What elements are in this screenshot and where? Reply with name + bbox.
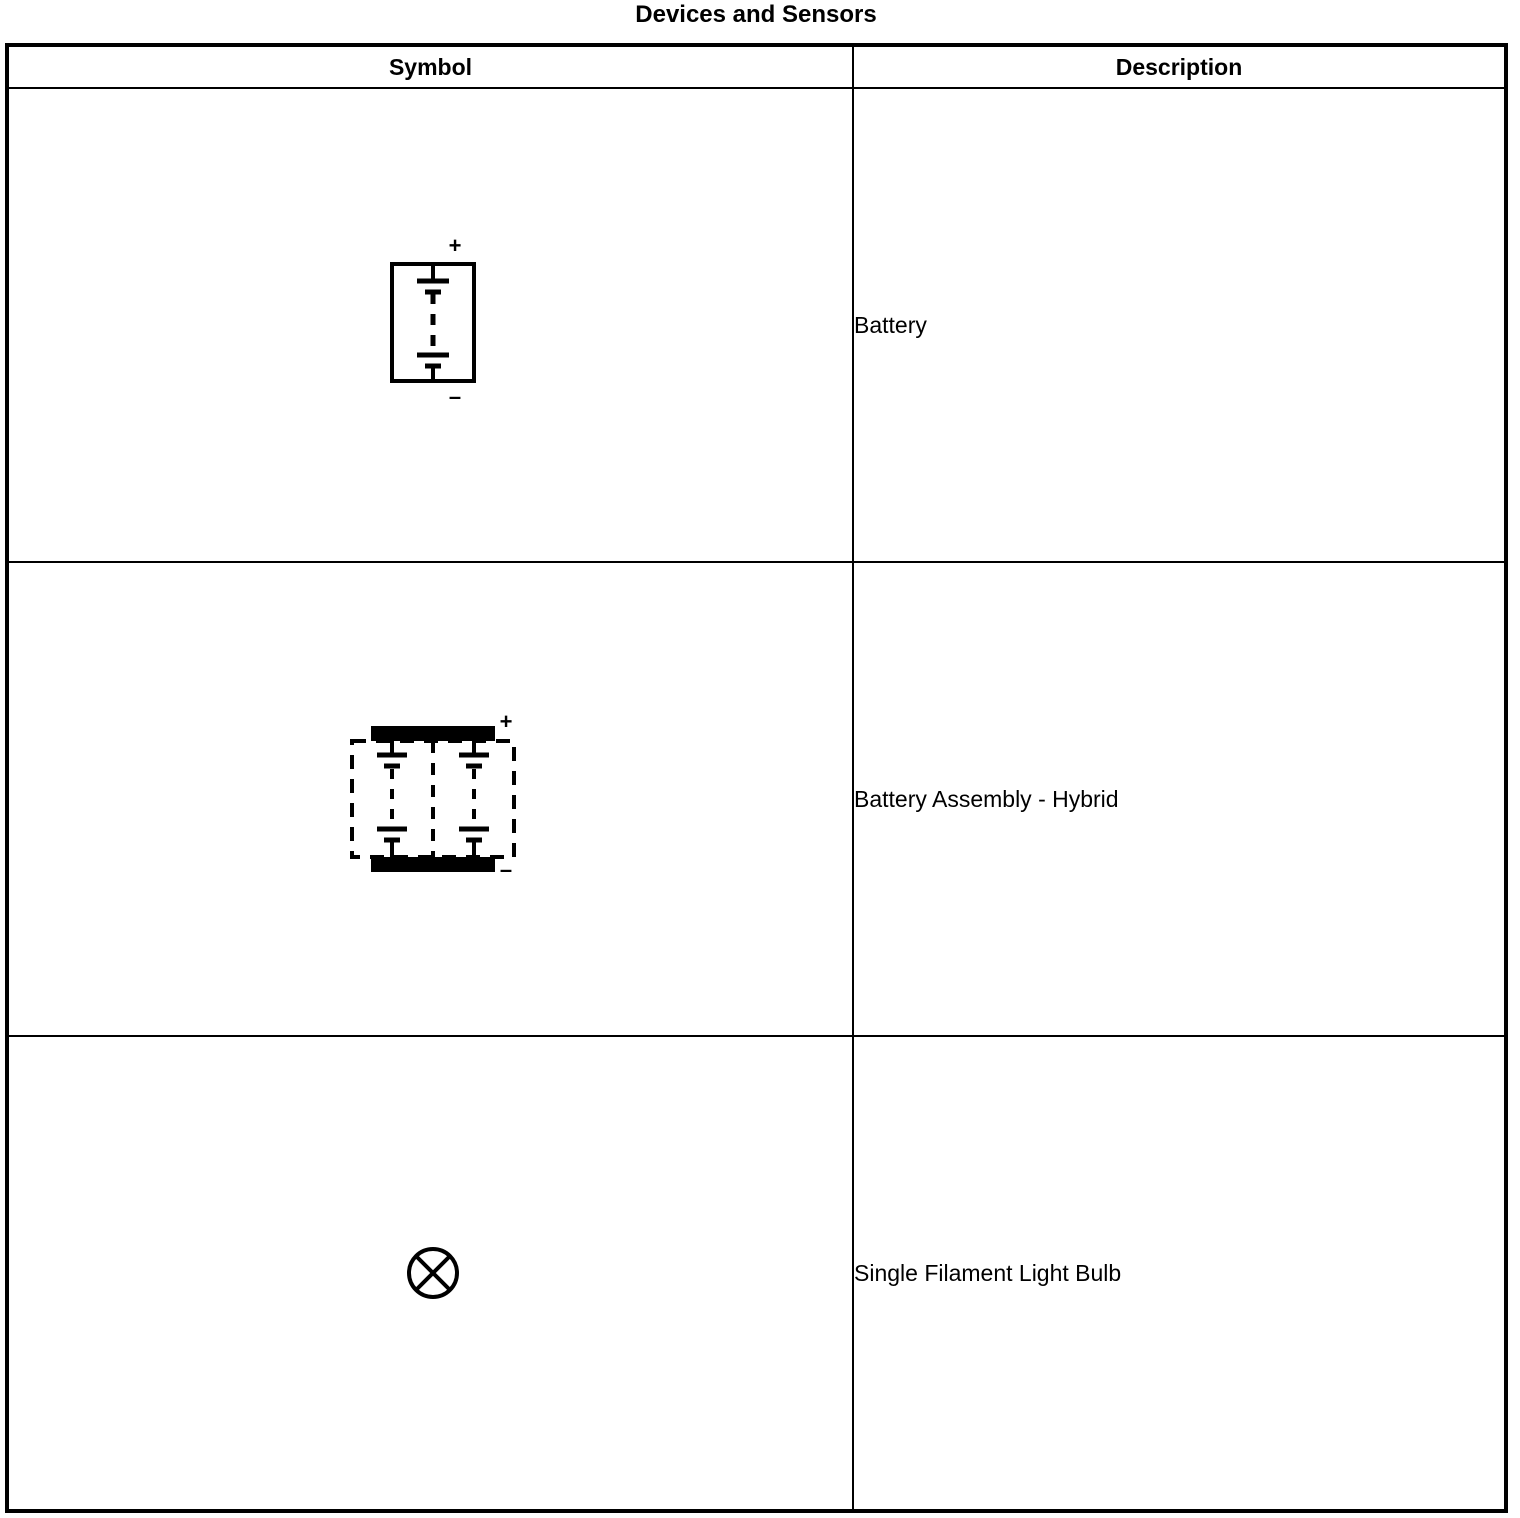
description-cell: Battery Assembly - Hybrid [853,562,1506,1036]
symbol-cell [7,88,853,562]
hybrid-battery-minus-label: – [499,857,513,882]
single-filament-light-bulb-symbol-icon [9,1037,855,1509]
battery-assembly-hybrid-symbol-icon [9,563,855,1035]
description-cell: Single Filament Light Bulb [853,1036,1506,1511]
battery-minus-label: – [448,384,462,409]
symbol-table [5,43,1508,1513]
table-row [7,562,1506,1036]
symbol-cell [7,1036,853,1511]
table-row [7,88,1506,562]
hybrid-battery-plus-label: + [499,709,513,734]
battery-symbol-icon [9,89,855,561]
description-column-header: Description [853,45,1506,88]
description-cell: Battery [853,88,1506,562]
table-row [7,1036,1506,1511]
symbol-cell [7,562,853,1036]
symbol-column-header: Symbol [7,45,853,88]
table-header-row [7,45,1506,88]
battery-plus-label: + [448,233,462,258]
page-title: Devices and Sensors [635,1,877,28]
